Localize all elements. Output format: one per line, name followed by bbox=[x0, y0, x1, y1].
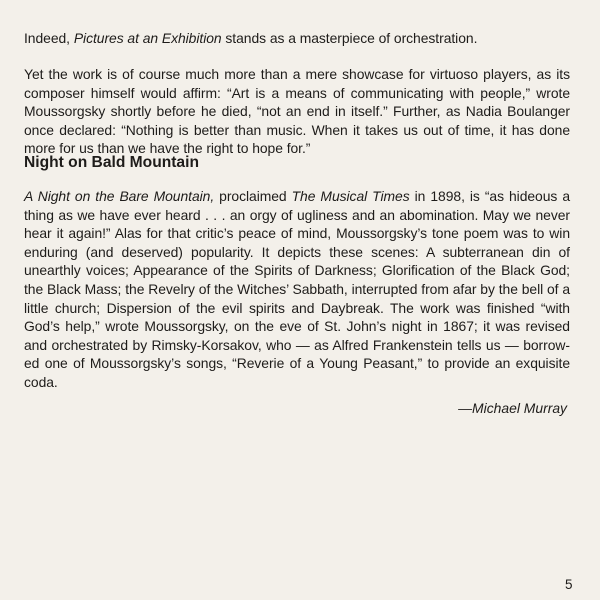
paragraph-composer-quote: Yet the work is of course much more than a mere showcase for virtuoso players, as its composer himself would affirm: “Art is a means of communicating with people,” wrote Moussorgsky shortly before he died, “not an end in itself.” Further, as Nadia Boulanger once declared: “Nothing is better than music. When it takes us out of time, it has done more for us than we have the right to hope for.” bbox=[24, 66, 570, 157]
page-number: 5 bbox=[565, 577, 573, 592]
intro-text-start: Indeed, bbox=[24, 30, 74, 46]
work-title-bare-mountain: A Night on the Bare Mountain, bbox=[24, 188, 215, 204]
publication-title: The Musical Times bbox=[291, 188, 410, 204]
intro-text-end: stands as a masterpiece of orchestration. bbox=[221, 30, 478, 46]
section-heading: Night on Bald Mountain bbox=[24, 154, 199, 171]
paragraph-text-a: proclaimed bbox=[214, 188, 292, 204]
paragraph-night-on-bald-mountain bbox=[24, 187, 570, 392]
paragraph-text-b: in 1898, is “as hideous a thing as we have ever heard . . . an orgy of ugliness and an abomination. May we never hear it again!” Alas for that critic’s peace of mind, Moussorgsky’s tone poem was to win enduring (and deserved) popularity. It depicts these scenes: A subterranean din of unearthly voices; Appearance of the Spirits of Darkness; Glorification of the Black God; the Black Mass; the Revelry of the Witches’ Sabbath, interrupted from afar by the bell of a little church; Dispersion of the evil spirits and Daybreak. The work was finished “with God’s help,” wrote Moussorgsky, on the eve of St. John’s night in 1867; it was revised and orchestrated by Rimsky-Korsakov, who — as Alfred Frankenstein tells us — borrowed one of Moussorgsky’s songs, “Reverie of a Young Peasant,” to provide an exquisite coda. bbox=[24, 188, 570, 390]
author-signature: —Michael Murray bbox=[458, 400, 567, 416]
paragraph-intro bbox=[24, 29, 570, 48]
work-title-pictures: Pictures at an Exhibition bbox=[73, 30, 222, 46]
